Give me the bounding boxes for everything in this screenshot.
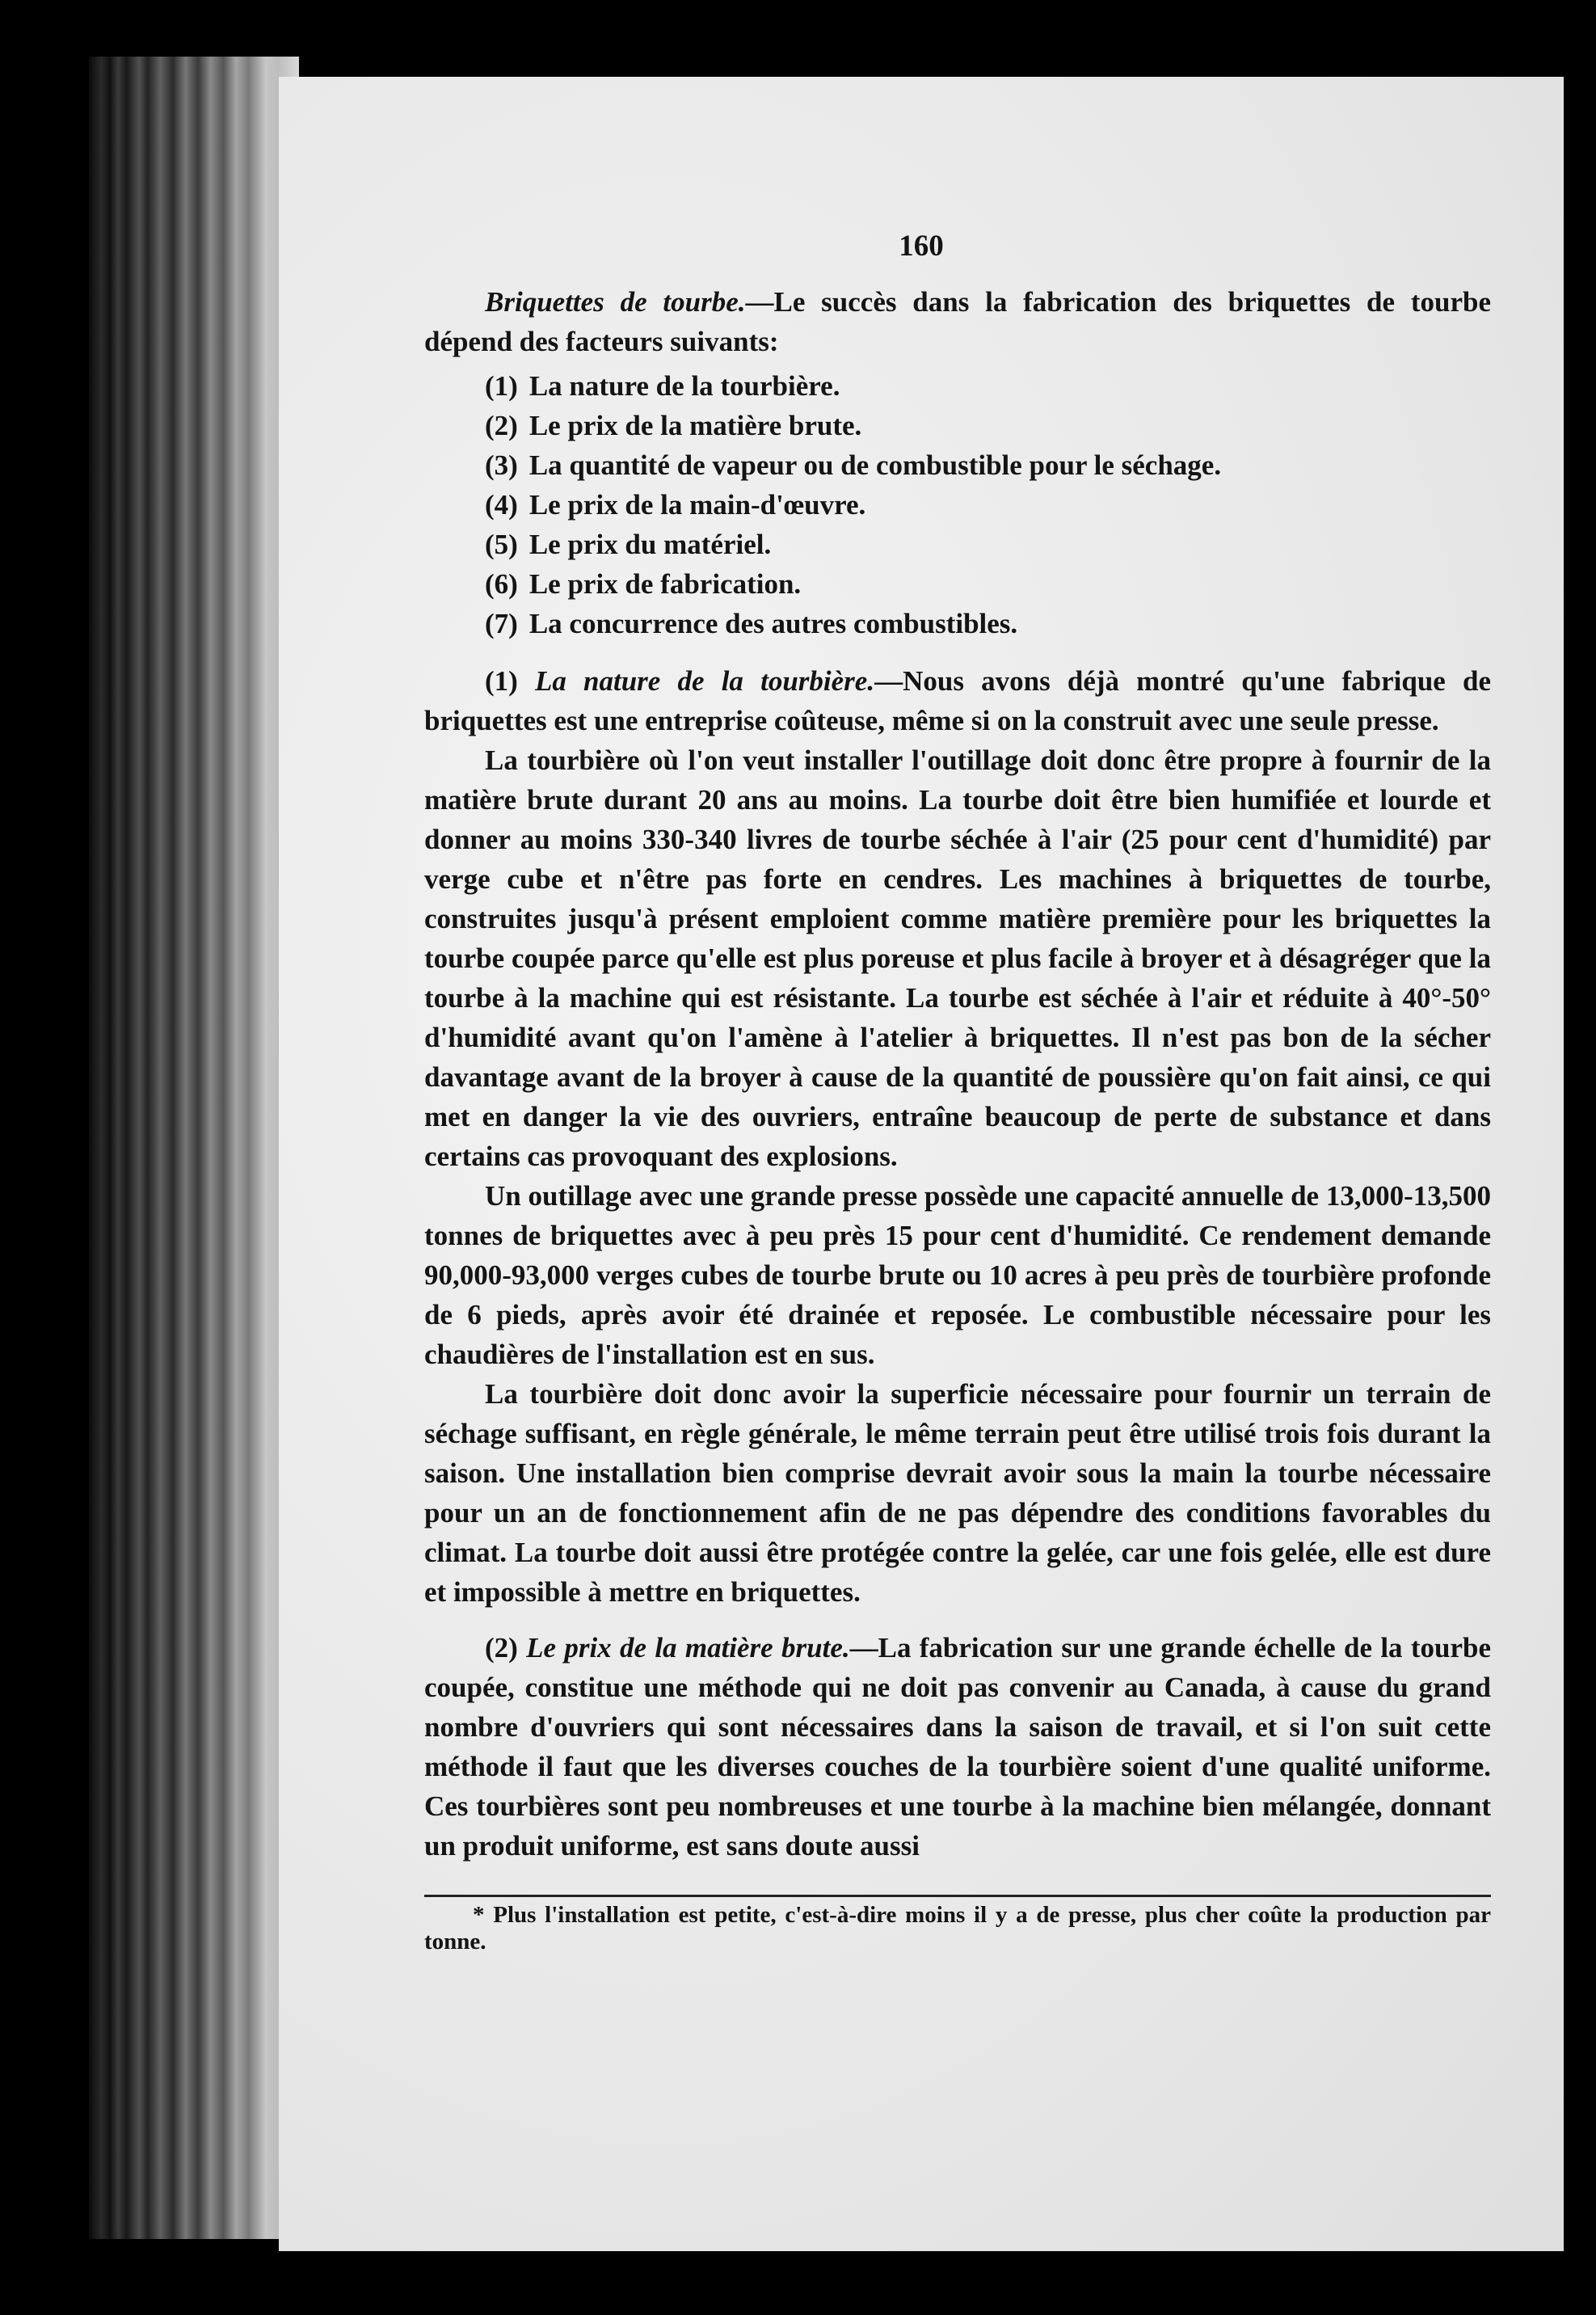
section-1-text: —Nous avons déjà montré qu'une fabrique de briquettes est une entreprise coûteuse, même si on la construit avec une seule presse.: [424, 665, 1491, 736]
list-item-text: Le prix de la main-d'œuvre.: [528, 489, 866, 521]
footnote-divider: [424, 1895, 1491, 1897]
footnote: * Plus l'installation est petite, c'est-à-dire moins il y a de presse, plus cher coûte la production par tonne.: [424, 1902, 1491, 1954]
section-2-text: —La fabrication sur une grande échelle de la tourbe coupée, constitue une méthode qui ne doit pas convenir au Canada, à cause du grand nombre d'ouvriers qui sont nécessaires dans la saison de travail, et si l'on suit cette méthode il faut que les diverses couches de la tourbière soient d'une qualité uniforme. Ces tourbières sont peu nombreuses et une tourbe à la machine bien mélangée, donnant un produit uniforme, est sans doute aussi: [424, 1632, 1491, 1862]
list-item-text: La quantité de vapeur ou de combustible pour le séchage.: [528, 449, 1222, 481]
intro-heading: Briquettes de tourbe.: [485, 286, 746, 318]
page-number: 160: [899, 230, 944, 263]
body-paragraph: Un outillage avec une grande presse possède une capacité annuelle de 13,000-13,500 tonnes de briquettes avec à peu près 15 pour cent d'humidité. Ce rendement demande 90,000-93,000 verges cubes de tourbe brute ou 10 acres à peu près de tourbière profonde de 6 pieds, après avoir été drainée et reposée. Le combustible nécessaire pour les chaudières de l'installation est en sus.: [424, 1180, 1491, 1370]
intro-paragraph: [424, 282, 1491, 361]
list-item: [485, 445, 1491, 485]
list-item-number: (5): [485, 529, 518, 560]
section-2-number: (2): [485, 1632, 518, 1664]
body-paragraph: La tourbière où l'on veut installer l'outillage doit donc être propre à fournir de la matière brute durant 20 ans au moins. La tourbe doit être bien humifiée et lourde et donner au moins 330-340 livres de tourbe séchée à l'air (25 pour cent d'humidité) par verge cube et n'être pas forte en cendres. Les machines à briquettes de tourbe, construites jusqu'à présent emploient comme matière première pour les briquettes la tourbe coupée parce qu'elle est plus poreuse et plus facile à broyer et à désagréger que la tourbe à la machine qui est résistante. La tourbe est séchée à l'air et réduite à 40°-50° d'humidité avant qu'on l'amène à l'atelier à briquettes. Il n'est pas bon de la sécher davantage avant de la broyer à cause de la quantité de poussière qu'on fait ainsi, ce qui met en danger la vie des ouvriers, entraîne beaucoup de perte de substance et dans certains cas provoquant des explosions.: [424, 744, 1491, 1172]
section-1-number: (1): [485, 665, 518, 697]
body-paragraph: La tourbière doit donc avoir la superficie nécessaire pour fournir un terrain de séchage suffisant, en règle générale, le même terrain peut être utilisé trois fois durant la saison. Une installation bien comprise devrait avoir sous la main la tourbe nécessaire pour un an de fonctionnement afin de ne pas dépendre des conditions favorables du climat. La tourbe doit aussi être protégée contre la gelée, car une fois gelée, elle est dure et impossible à mettre en briquettes.: [424, 1378, 1491, 1608]
list-item-number: (7): [485, 608, 518, 639]
list-item: [485, 366, 1491, 406]
list-item-number: (4): [485, 489, 518, 521]
list-item: [485, 525, 1491, 564]
list-item-number: (2): [485, 410, 518, 441]
intro-text: —Le succès dans la fabrication des briquettes de tourbe dépend des facteurs suivants:: [424, 286, 1491, 357]
list-item-text: La nature de la tourbière.: [528, 370, 840, 402]
list-item-text: La concurrence des autres combustibles.: [528, 608, 1018, 639]
list-item-text: Le prix du matériel.: [528, 529, 772, 560]
section-2-heading: Le prix de la matière brute.: [526, 1632, 850, 1664]
list-item-text: Le prix de fabrication.: [528, 568, 802, 600]
book-binding-edge: [89, 57, 299, 2239]
factors-list: [485, 366, 1491, 643]
list-item: [485, 485, 1491, 525]
section-1-paragraph: [424, 661, 1491, 740]
list-item: [485, 604, 1491, 643]
list-item: [485, 564, 1491, 604]
page-content: [424, 162, 1491, 1955]
list-item-number: (3): [485, 449, 518, 481]
list-item-number: (6): [485, 568, 518, 600]
section-1-heading: La nature de la tourbière.: [534, 665, 875, 697]
list-item-text: Le prix de la matière brute.: [528, 410, 862, 441]
section-2-paragraph: [424, 1628, 1491, 1866]
list-item: [485, 406, 1491, 445]
list-item-number: (1): [485, 370, 518, 402]
